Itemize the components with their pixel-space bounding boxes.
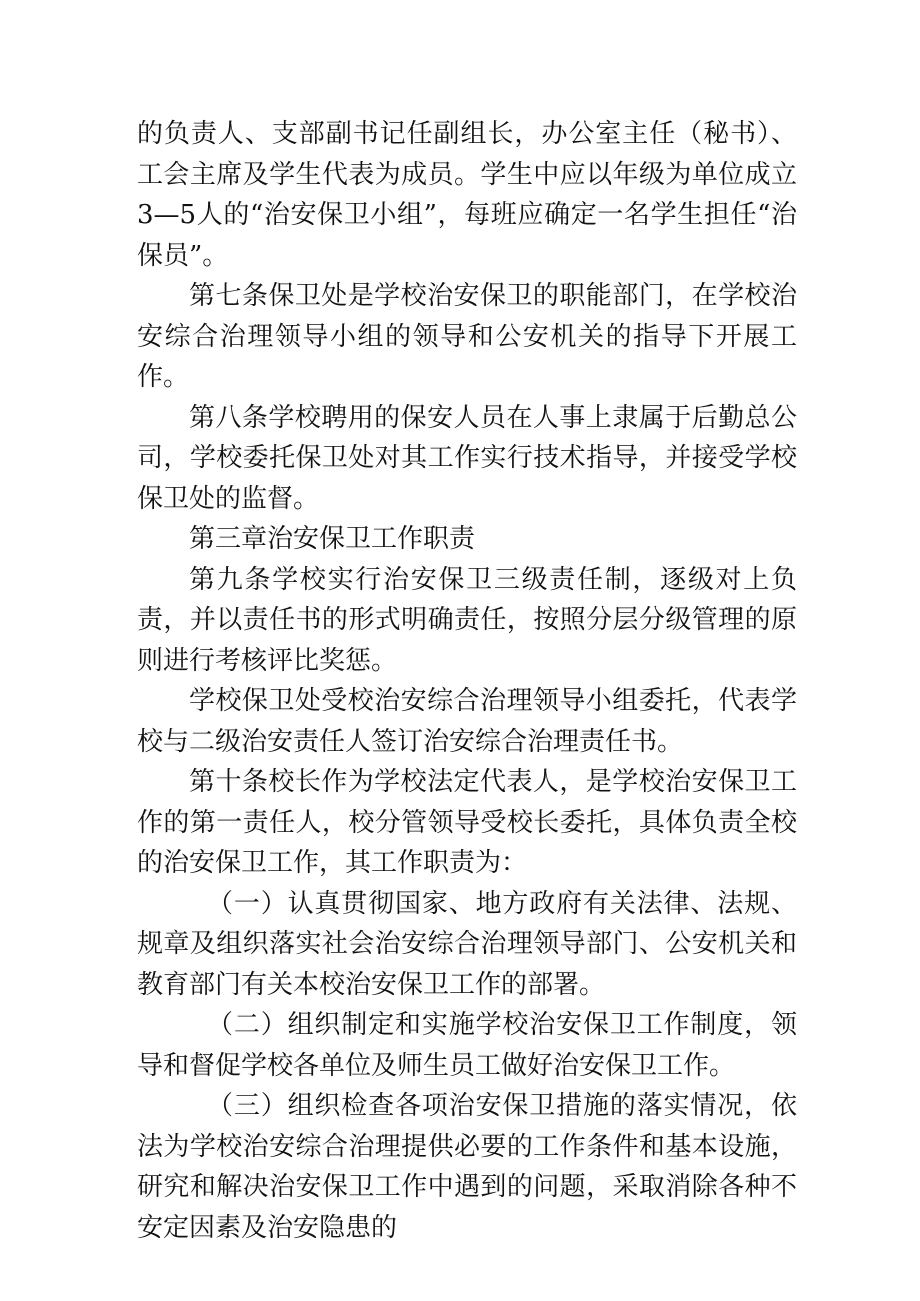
paragraph-article-7: 第七条保卫处是学校治安保卫的职能部门，在学校治安综合治理领导小组的领导和公安机关的指导下开展工作。 (137, 281, 797, 392)
paragraph-continuation: 的负责人、支部副书记任副组长，办公室主任（秘书）、工会主席及学生代表为成员。学生中应以年级为单位成立3—5人的“治安保卫小组”，每班应确定一名学生担任“治保员”。 (137, 119, 797, 271)
paragraph-article-8: 第八条学校聘用的保安人员在人事上隶属于后勤总公司，学校委托保卫处对其工作实行技术指导，并接受学校保卫处的监督。 (137, 402, 797, 514)
list-item-3: （三）组织检查各项治安保卫措施的落实情况，依法为学校治安综合治理提供必要的工作条件和基本设施，研究和解决治安保卫工作中遇到的问题，采取消除各种不安定因素及治安隐患的 (137, 1091, 797, 1243)
paragraph-article-9: 第九条学校实行治安保卫三级责任制，逐级对上负责，并以责任书的形式明确责任，按照分层分级管理的原则进行考核评比奖惩。 (137, 564, 797, 676)
chapter-heading: 第三章治安保卫工作职责 (189, 524, 476, 554)
paragraph-article-10: 第十条校长作为学校法定代表人，是学校治安保卫工作的第一责任人，校分管领导受校长委托，具体负责全校的治安保卫工作，其工作职责为： (137, 767, 797, 878)
list-item-1: （一）认真贯彻国家、地方政府有关法律、法规、规章及组织落实社会治安综合治理领导部门、公安机关和教育部门有关本校治安保卫工作的部署。 (137, 888, 797, 1000)
list-item-2: （二）组织制定和实施学校治安保卫工作制度，领导和督促学校各单位及师生员工做好治安保卫工作。 (137, 1010, 797, 1081)
document-body (137, 114, 797, 1248)
paragraph-security-office: 学校保卫处受校治安综合治理领导小组委托，代表学校与二级治安责任人签订治安综合治理责任书。 (137, 686, 797, 757)
